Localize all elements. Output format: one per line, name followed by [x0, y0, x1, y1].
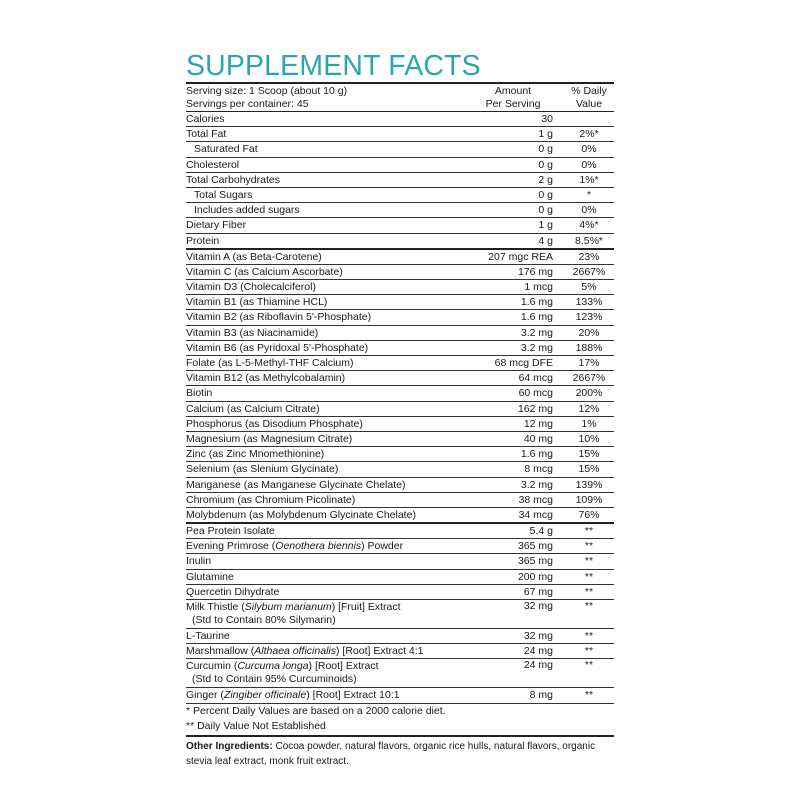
amount-per-serving: 24 mg: [523, 659, 553, 672]
table-row: [186, 447, 614, 462]
ingredient-name-text: Glutamine: [186, 570, 234, 583]
ingredient-name-text: Milk Thistle (: [186, 601, 245, 613]
daily-value-percent: 5%: [581, 281, 597, 294]
ingredient-name-text: Curcumin (: [186, 660, 238, 673]
daily-value-percent: 15%: [578, 448, 600, 461]
ingredient-name-suffix: ) [Root] Extract 10:1: [306, 689, 400, 702]
ingredient-name: Biotin: [186, 387, 213, 400]
amount-per-serving: 2 g: [538, 173, 553, 186]
table-row: [186, 659, 614, 688]
daily-value-percent: 15%: [578, 463, 600, 476]
daily-value-percent: **: [584, 555, 594, 568]
daily-value-percent: 20%: [578, 326, 600, 339]
table-row: [186, 629, 614, 644]
ingredient-name: Total Carbohydrates: [186, 173, 280, 186]
ingredient-standardization: (Std to Contain 80% Silymarin): [192, 613, 336, 626]
amount-per-serving: 38 mcg: [518, 493, 553, 506]
table-row: [186, 688, 614, 703]
ingredient-name: Total Fat: [186, 128, 227, 141]
ingredient-name: Vitamin A (as Beta-Carotene): [186, 250, 322, 263]
table-row: [186, 341, 614, 356]
ingredient-name: Protein: [186, 234, 220, 247]
amount-per-serving: 32 mg: [523, 630, 553, 642]
daily-value-percent: 1%*: [579, 173, 599, 186]
table-row: [186, 644, 614, 659]
table-row: [186, 539, 614, 554]
amount-header-line1: Amount: [494, 85, 532, 97]
ingredient-name: Molybdenum (as Molybdenum Glycinate Chelate): [186, 508, 416, 521]
daily-value-percent: **: [584, 525, 594, 538]
table-row: [186, 402, 614, 417]
daily-value-percent: 2%*: [579, 128, 599, 141]
ingredient-name: Cholesterol: [186, 158, 240, 171]
daily-value-percent: **: [584, 600, 594, 612]
ingredient-latin-name: Althaea officinalis: [254, 645, 336, 658]
ingredient-name: Selenium (as Slenium Glycinate): [186, 463, 339, 476]
table-row: [186, 570, 614, 585]
table-row: [186, 203, 614, 218]
amount-per-serving: 30: [541, 113, 553, 125]
ingredient-name: Vitamin C (as Calcium Ascorbate): [186, 265, 343, 278]
nutrients-section: [186, 112, 614, 250]
amount-per-serving: 3.2 mg: [520, 326, 553, 339]
table-row: [186, 112, 614, 127]
daily-value-percent: 133%: [575, 296, 603, 309]
ingredient-name-suffix: ) [Root] Extract: [308, 660, 379, 673]
dv-header-line1: % Daily: [571, 85, 607, 97]
table-row: [186, 462, 614, 477]
amount-per-serving: 0 g: [538, 143, 553, 156]
ingredient-name: Calories: [186, 113, 225, 125]
ingredient-name: Phosphorus (as Disodium Phosphate): [186, 417, 363, 430]
table-row: [186, 386, 614, 401]
ingredient-name: Includes added sugars: [194, 204, 300, 217]
table-row: [186, 585, 614, 600]
amount-per-serving: 207 mgc REA: [488, 250, 553, 263]
amount-per-serving: 0 g: [538, 188, 553, 201]
ingredient-name: Total Sugars: [194, 188, 253, 201]
daily-value-percent: 0%: [581, 158, 597, 171]
daily-value-percent: 0%: [581, 204, 597, 217]
table-row: [186, 218, 614, 233]
daily-value-percent: 200%: [575, 387, 603, 400]
daily-value-percent: 123%: [575, 311, 603, 324]
daily-value-percent: *: [586, 188, 592, 201]
amount-per-serving: 365 mg: [517, 555, 553, 568]
amount-per-serving: 24 mg: [523, 645, 553, 658]
table-row: [186, 371, 614, 386]
ingredient-name: Dietary Fiber: [186, 219, 247, 232]
ingredient-latin-name: Oenothera biennis: [275, 540, 362, 553]
amount-column-header: [473, 85, 553, 110]
daily-value-percent: **: [584, 540, 594, 553]
ingredient-name: Saturated Fat: [194, 143, 258, 156]
ingredient-name: Vitamin B2 (as Riboflavin 5'-Phosphate): [186, 311, 372, 324]
table-row: [186, 326, 614, 341]
table-row: [186, 265, 614, 280]
ingredient-name-suffix: ) [Fruit] Extract: [331, 601, 401, 613]
daily-value-percent: 139%: [575, 478, 603, 491]
ingredient-name-suffix: ) Powder: [361, 540, 404, 553]
amount-per-serving: 34 mcg: [518, 508, 553, 521]
table-row: [186, 173, 614, 188]
ingredient-name-text: Quercetin Dihydrate: [186, 585, 280, 598]
ingredient-name: Vitamin D3 (Cholecalciferol): [186, 281, 316, 294]
amount-header-line2: Per Serving: [485, 97, 541, 110]
ingredient-latin-name: Silybum marianum: [244, 601, 332, 613]
daily-value-percent: **: [584, 659, 594, 672]
dv-column-header: [564, 85, 614, 110]
table-row: [186, 158, 614, 173]
daily-value-percent: 1%: [581, 417, 597, 430]
amount-per-serving: 0 g: [538, 158, 553, 171]
amount-per-serving: 4 g: [538, 234, 553, 247]
ingredient-name-suffix: ) [Root] Extract 4:1: [335, 645, 424, 658]
amount-per-serving: 3.2 mg: [520, 478, 553, 491]
daily-value-percent: 17%: [578, 357, 600, 369]
daily-value-percent: 188%: [575, 341, 603, 354]
ingredient-name-text: Marshmallow (: [186, 645, 255, 658]
serving-header: [186, 82, 614, 112]
ingredient-name: Manganese (as Manganese Glycinate Chelate): [186, 478, 406, 491]
daily-value-percent: 8.5%*: [574, 234, 604, 247]
amount-per-serving: 200 mg: [517, 570, 553, 583]
daily-value-percent: 0%: [581, 143, 597, 156]
daily-value-percent: 12%: [578, 402, 600, 415]
panel-title: SUPPLEMENT FACTS: [186, 50, 481, 82]
amount-per-serving: 1.6 mg: [520, 296, 553, 309]
table-row: [186, 508, 614, 524]
daily-value-percent: **: [584, 630, 594, 642]
ingredient-name: Vitamin B3 (as Niacinamide): [186, 326, 319, 339]
ingredient-name-text: L-Taurine: [186, 630, 230, 642]
daily-value-percent: 76%: [578, 508, 600, 521]
amount-per-serving: 5.4 g: [529, 525, 553, 538]
daily-value-percent: 23%: [578, 250, 600, 263]
ingredient-name: Calcium (as Calcium Citrate): [186, 402, 320, 415]
ingredient-name: Zinc (as Zinc Mnomethionine): [186, 448, 325, 461]
table-row: [186, 142, 614, 157]
table-row: [186, 280, 614, 295]
daily-value-percent: 4%*: [579, 219, 599, 232]
other-actives-section: [186, 524, 614, 704]
serving-size: Serving size: 1 Scoop (about 10 g): [186, 85, 348, 97]
ingredient-name: Vitamin B6 (as Pyridoxal 5'-Phosphate): [186, 341, 369, 354]
amount-per-serving: 1 g: [538, 128, 553, 141]
daily-value-percent: **: [584, 689, 594, 702]
daily-value-percent: **: [584, 645, 594, 658]
ingredient-latin-name: Curcuma longa: [237, 660, 309, 673]
table-row: [186, 478, 614, 493]
table-row: [186, 417, 614, 432]
ingredient-name: Vitamin B1 (as Thiamine HCL): [186, 296, 328, 309]
amount-per-serving: 67 mg: [523, 585, 553, 598]
table-row: [186, 600, 614, 629]
supplement-facts-panel: [186, 50, 614, 769]
ingredient-name-text: Pea Protein Isolate: [186, 525, 275, 538]
amount-per-serving: 40 mg: [523, 432, 553, 445]
other-ingredients-label: Other Ingredients:: [186, 740, 273, 752]
amount-per-serving: 162 mg: [517, 402, 553, 415]
amount-per-serving: 1 mcg: [524, 281, 553, 294]
table-row: [186, 188, 614, 203]
table-row: [186, 127, 614, 142]
amount-per-serving: 1.6 mg: [520, 448, 553, 461]
amount-per-serving: 8 mcg: [524, 463, 553, 476]
ingredient-name: Vitamin B12 (as Methylcobalamin): [186, 372, 346, 385]
ingredient-name-text: Ginger (: [186, 689, 224, 702]
amount-per-serving: 365 mg: [517, 540, 553, 553]
table-row: [186, 250, 614, 265]
daily-value-percent: **: [584, 585, 594, 598]
table-row: [186, 356, 614, 371]
ingredient-name-text: Inulin: [186, 555, 212, 568]
amount-per-serving: 68 mcg DFE: [494, 357, 553, 369]
dv-header-line2: Value: [575, 97, 603, 110]
amount-per-serving: 64 mcg: [518, 372, 553, 385]
table-row: [186, 493, 614, 508]
ingredient-standardization: (Std to Contain 95% Curcuminoids): [192, 672, 357, 685]
amount-per-serving: 1 g: [538, 219, 553, 232]
amount-per-serving: 12 mg: [523, 417, 553, 430]
ingredient-name-text: Evening Primrose (: [186, 540, 276, 553]
daily-value-percent: 2667%: [572, 372, 606, 385]
ingredient-latin-name: Zingiber officinale: [223, 689, 307, 702]
other-ingredients: [186, 739, 614, 769]
table-row: [186, 524, 614, 539]
amount-per-serving: 32 mg: [523, 600, 553, 612]
table-row: [186, 234, 614, 250]
amount-per-serving: 1.6 mg: [520, 311, 553, 324]
ingredient-name: Magnesium (as Magnesium Citrate): [186, 432, 353, 445]
amount-per-serving: 60 mcg: [518, 387, 553, 400]
daily-value-percent: 109%: [575, 493, 603, 506]
ingredient-name: Chromium (as Chromium Picolinate): [186, 493, 356, 506]
other-ingredients-text: Cocoa powder, natural flavors, organic rice hulls, natural flavors, organic stevia leaf extract, monk fruit extract.: [186, 740, 596, 767]
table-row: [186, 554, 614, 569]
amount-per-serving: 3.2 mg: [520, 341, 553, 354]
amount-per-serving: 176 mg: [517, 265, 553, 278]
footnote-not-established: ** Daily Value Not Established: [186, 719, 614, 737]
daily-value-percent: 2667%: [572, 265, 606, 278]
daily-value-percent: 10%: [578, 432, 600, 445]
daily-value-percent: **: [584, 570, 594, 583]
table-row: [186, 295, 614, 310]
amount-per-serving: 8 mg: [529, 689, 553, 702]
serving-info: [186, 85, 347, 110]
footnote-percent-dv: * Percent Daily Values are based on a 2000 calorie diet.: [186, 704, 446, 717]
servings-per-container: Servings per container: 45: [186, 97, 309, 110]
table-row: [186, 310, 614, 325]
amount-per-serving: 0 g: [538, 204, 553, 217]
ingredient-name: Folate (as L-5-Methyl-THF Calcium): [186, 357, 354, 369]
vitamins-minerals-section: [186, 250, 614, 524]
table-row: [186, 432, 614, 447]
